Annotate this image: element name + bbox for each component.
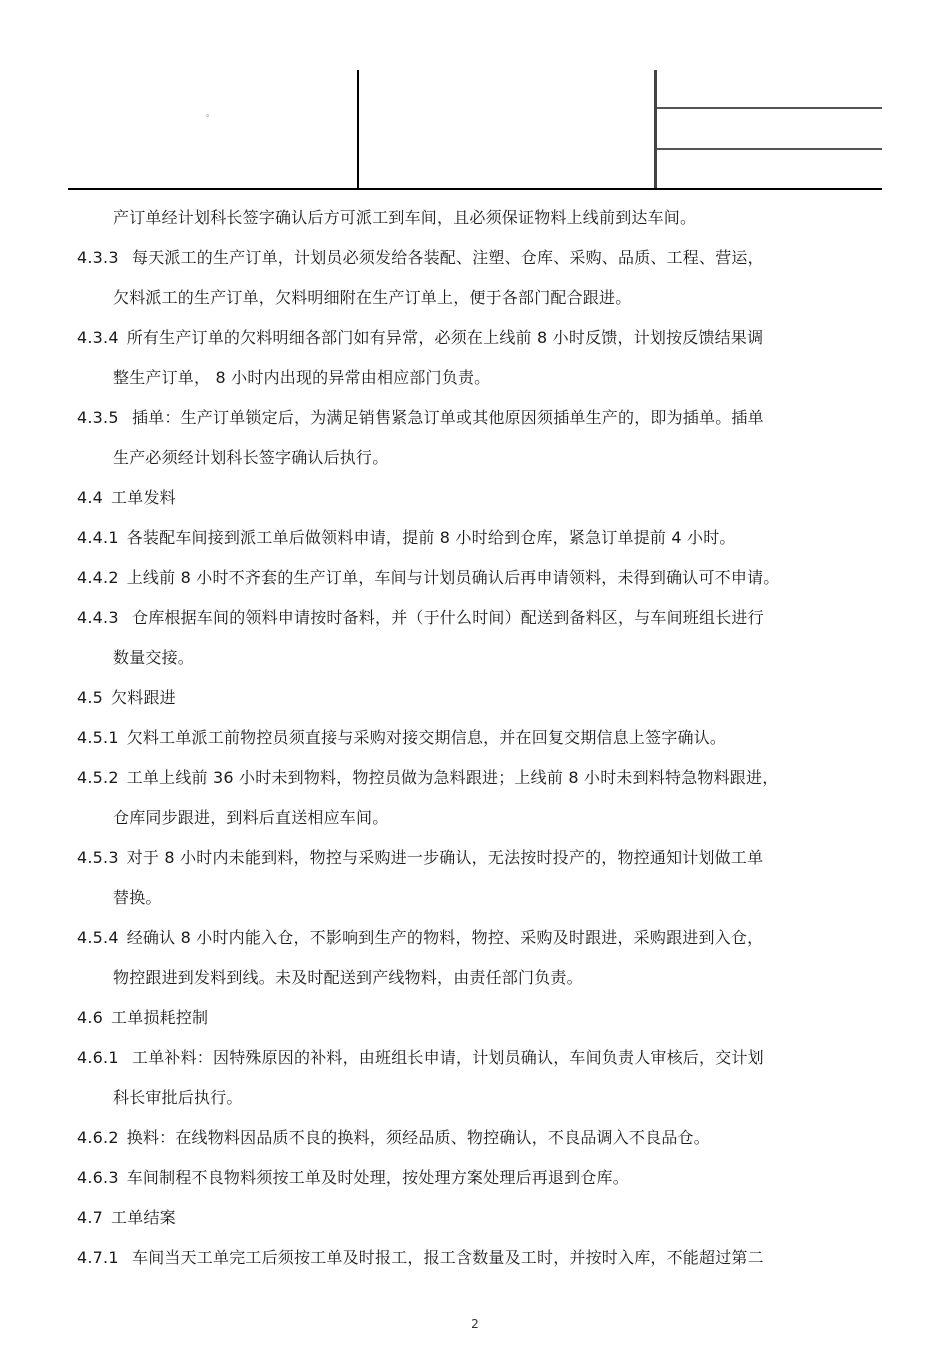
clause-text: 欠料工单派工前物控员须直接与采购对接交期信息，并在回复交期信息上签字确认。 [126, 728, 727, 747]
section-number: 4.6 [77, 1008, 104, 1027]
clause-4-3-5 [77, 408, 764, 428]
text-line: 替换。 [113, 888, 162, 907]
text-line: 物控跟进到发料到线。未及时配送到产线物料，由责任部门负责。 [113, 968, 583, 987]
clause-number: 4.5.4 [77, 928, 119, 947]
clause-text: 经确认 8 小时内能入仓，不影响到生产的物料，物控、采购及时跟进，采购跟进到入仓， [126, 928, 764, 947]
clause-4-6-1 [77, 1048, 764, 1068]
clause-number: 4.7.1 [77, 1248, 119, 1267]
clause-4-5-1 [77, 728, 726, 748]
clause-number: 4.5.2 [77, 768, 119, 787]
clause-text: 工单上线前 36 小时未到物料，物控员做为急料跟进；上线前 8 小时未到料特急物料跟进， [126, 768, 779, 787]
clause-number: 4.6.1 [77, 1048, 119, 1067]
text-line: 科长审批后执行。 [113, 1088, 243, 1107]
clause-4-4-2 [77, 568, 779, 588]
text-line: 生产必须经计划科长签字确认后执行。 [113, 448, 389, 467]
text-line: 产订单经计划科长签字确认后方可派工到车间，且必须保证物料上线前到达车间。 [113, 208, 697, 227]
clause-text: 车间当天工单完工后须按工单及时报工，报工含数量及工时，并按时入库，不能超过第二 [126, 1248, 764, 1267]
clause-number: 4.6.3 [77, 1168, 119, 1187]
header-mark: 。 [206, 109, 216, 119]
clause-number: 4.3.5 [77, 408, 119, 427]
clause-number: 4.6.2 [77, 1128, 119, 1147]
clause-text: 对于 8 小时内未能到料，物控与采购进一步确认，无法按时投产的，物控通知计划做工单 [126, 848, 764, 867]
text-line: 整生产订单， 8 小时内出现的异常由相应部门负责。 [113, 368, 491, 387]
text-line: 数量交接。 [113, 648, 195, 667]
clause-4-5-3 [77, 848, 763, 868]
clause-4-4-3 [77, 608, 764, 628]
clause-text: 各装配车间接到派工单后做领料申请，提前 8 小时给到仓库，紧急订单提前 4 小时。 [126, 528, 736, 547]
clause-number: 4.3.3 [77, 248, 119, 267]
section-heading-4-5 [77, 688, 176, 708]
clause-number: 4.4.1 [77, 528, 119, 547]
clause-4-4-1 [77, 528, 736, 548]
clause-4-7-1 [77, 1248, 764, 1268]
section-number: 4.5 [77, 688, 104, 707]
section-heading-4-7 [77, 1208, 176, 1228]
section-heading-4-6 [77, 1008, 208, 1028]
clause-text: 工单补料：因特殊原因的补料，由班组长申请，计划员确认，车间负责人审核后，交计划 [126, 1048, 764, 1067]
clause-text: 换料：在线物料因品质不良的换料，须经品质、物控确认，不良品调入不良品仓。 [126, 1128, 710, 1147]
header-bottom-rule [68, 188, 882, 190]
section-number: 4.7 [77, 1208, 104, 1227]
header-row-line-1 [657, 107, 882, 109]
clause-text: 仓库根据车间的领料申请按时备料，并（于什么时间）配送到备料区，与车间班组长进行 [126, 608, 764, 627]
clause-text: 所有生产订单的欠料明细各部门如有异常，必须在上线前 8 小时反馈，计划按反馈结果调 [126, 328, 764, 347]
section-title: 工单结案 [111, 1208, 176, 1227]
clause-text: 车间制程不良物料须按工单及时处理，按处理方案处理后再退到仓库。 [126, 1168, 629, 1187]
header-divider-left [357, 70, 359, 189]
clause-4-3-3 [77, 248, 764, 268]
header-row-line-2 [657, 148, 882, 150]
header-divider-right [654, 70, 657, 189]
clause-text: 插单：生产订单锁定后，为满足销售紧急订单或其他原因须插单生产的，即为插单。插单 [126, 408, 764, 427]
clause-4-6-2 [77, 1128, 710, 1148]
clause-number: 4.4.2 [77, 568, 119, 587]
clause-4-5-4 [77, 928, 763, 948]
clause-number: 4.5.3 [77, 848, 119, 867]
clause-text: 每天派工的生产订单，计划员必须发给各装配、注塑、仓库、采购、品质、工程、营运， [126, 248, 764, 267]
section-title: 工单发料 [111, 488, 176, 507]
clause-number: 4.3.4 [77, 328, 119, 347]
clause-4-5-2 [77, 768, 778, 788]
clause-4-6-3 [77, 1168, 629, 1188]
section-number: 4.4 [77, 488, 104, 507]
section-heading-4-4 [77, 488, 176, 508]
clause-text: 上线前 8 小时不齐套的生产订单，车间与计划员确认后再申请领料，未得到确认可不申请。 [126, 568, 780, 587]
clause-number: 4.4.3 [77, 608, 119, 627]
text-line: 仓库同步跟进，到料后直送相应车间。 [113, 808, 389, 827]
section-title: 欠料跟进 [111, 688, 176, 707]
text-line: 欠料派工的生产订单，欠料明细附在生产订单上，便于各部门配合跟进。 [113, 288, 632, 307]
clause-number: 4.5.1 [77, 728, 119, 747]
clause-4-3-4 [77, 328, 763, 348]
page-number: 2 [471, 1317, 479, 1331]
section-title: 工单损耗控制 [111, 1008, 209, 1027]
